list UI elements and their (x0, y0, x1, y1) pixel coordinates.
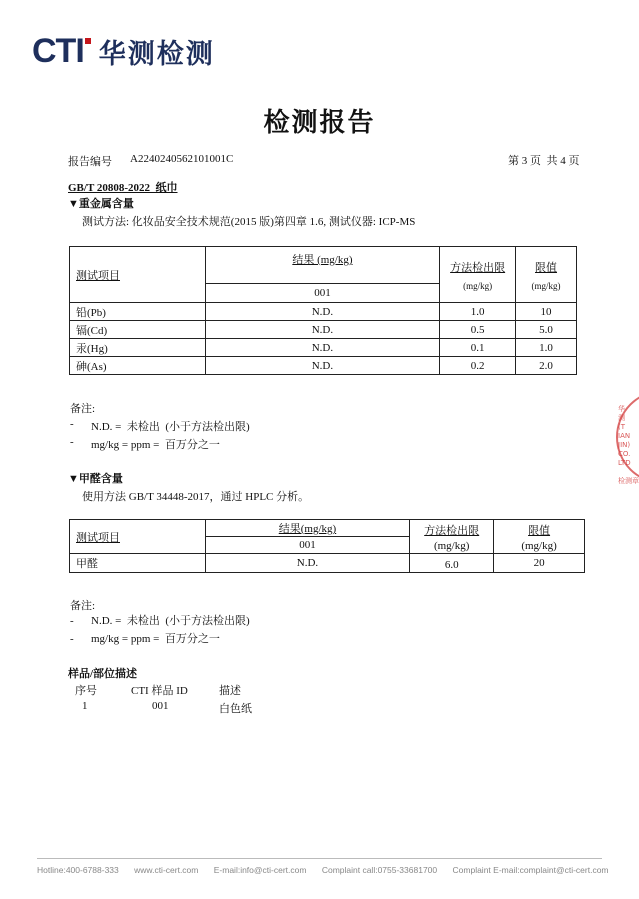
heavy-metal-table (69, 246, 577, 375)
header-mdl-label: 方法检出限 (450, 261, 506, 274)
header-limit-label: 限值 (535, 261, 558, 274)
report-number-label: 报告编号 (68, 156, 112, 168)
row-item: 砷(As) (70, 357, 206, 375)
row-mdl: 1.0 (440, 303, 516, 321)
row-limit: 1.0 (516, 339, 577, 357)
notes-label: 备注: (70, 403, 96, 415)
sample-id: 001 (152, 700, 169, 712)
row-result: N.D. (205, 303, 439, 321)
note-dash: - (70, 615, 74, 627)
formaldehyde-table (69, 519, 585, 573)
heavy-metal-heading-text: ▼重金属含量 (68, 198, 134, 210)
header-limit-unit: (mg/kg) (531, 280, 561, 291)
report-number: A2240240562101001C (130, 153, 234, 165)
heavy-metal-heading (68, 195, 134, 211)
logo-red-dot (85, 38, 91, 44)
footer-website[interactable]: www.cti-cert.com (134, 865, 199, 875)
col-header-description: 描述 (219, 685, 241, 697)
row-result: N.D. (205, 554, 410, 573)
header-mdl-label: 方法检出限 (424, 524, 480, 537)
page-title: 检测报告 (263, 108, 376, 138)
header-mdl-unit: (mg/kg) (433, 539, 470, 552)
table-row (70, 339, 577, 357)
logo-brand: CTI (32, 32, 84, 70)
sample-description: 白色纸 (219, 703, 252, 715)
footer-email[interactable]: E-mail:info@cti-cert.com (213, 865, 307, 875)
note-text: N.D. = 未检出 (小于方法检出限) (91, 421, 250, 433)
header-mdl (440, 247, 516, 303)
footer-divider (37, 858, 602, 859)
row-result: N.D. (205, 339, 439, 357)
row-result: N.D. (205, 357, 439, 375)
note-dash: - (70, 633, 74, 645)
footer-complaint-call: Complaint call:0755-33681700 (321, 865, 438, 875)
table-row (70, 321, 577, 339)
header-mdl (410, 520, 494, 554)
page-info: 第 3 页 共 4 页 (508, 155, 580, 167)
header-limit-label: 限值 (528, 524, 551, 537)
row-result: N.D. (205, 321, 439, 339)
notes-label: 备注: (70, 600, 96, 612)
header-result: 结果(mg/kg) (205, 520, 410, 537)
heavy-metal-method: 测试方法: 化妆品安全技术规范(2015 版)第四章 1.6, 测试仪器: ICP-MS (82, 216, 416, 228)
company-logo (32, 34, 215, 68)
row-item: 镉(Cd) (70, 321, 206, 339)
footer (37, 865, 607, 875)
col-header-no: 序号 (75, 685, 97, 697)
row-limit: 10 (516, 303, 577, 321)
header-limit (516, 247, 577, 303)
row-mdl: 0.1 (440, 339, 516, 357)
row-item: 甲醛 (70, 554, 206, 573)
formaldehyde-method: 使用方法 GB/T 34448-2017，通过 HPLC 分析。 (82, 491, 310, 503)
row-limit: 5.0 (516, 321, 577, 339)
row-mdl: 0.5 (440, 321, 516, 339)
formaldehyde-heading: ▼甲醛含量 (68, 473, 123, 485)
col-header-sample-id: CTI 样品 ID (131, 685, 188, 697)
seal-text: 华 测 (T IAN JIN) CO. LTD 检测章 (618, 405, 639, 485)
row-limit: 2.0 (516, 357, 577, 375)
note-dash: - (70, 436, 74, 448)
header-mdl-unit: (mg/kg) (463, 280, 493, 291)
row-mdl: 0.2 (440, 357, 516, 375)
table-row (70, 554, 585, 573)
note-dash: - (70, 418, 74, 430)
logo-chinese-name: 华测检测 (98, 38, 215, 70)
note-text: N.D. = 未检出 (小于方法检出限) (91, 615, 250, 627)
header-sample-id: 001 (205, 537, 410, 554)
header-test-item: 测试项目 (70, 247, 206, 303)
standard-title: GB/T 20808-2022 纸巾 (68, 182, 178, 194)
header-sample-id: 001 (205, 284, 439, 303)
note-text: mg/kg = ppm = 百万分之一 (91, 633, 220, 645)
sample-no: 1 (82, 700, 88, 712)
note-text: mg/kg = ppm = 百万分之一 (91, 439, 220, 451)
header-test-item: 测试项目 (70, 520, 206, 554)
header-result: 结果 (mg/kg) (205, 247, 439, 284)
table-row (70, 303, 577, 321)
table-row (70, 357, 577, 375)
row-item: 汞(Hg) (70, 339, 206, 357)
row-mdl: 6.0 (410, 554, 494, 573)
footer-hotline: Hotline:400-6788-333 (37, 865, 119, 875)
header-limit (494, 520, 585, 554)
row-limit: 20 (494, 554, 585, 573)
header-limit-unit: (mg/kg) (521, 539, 557, 552)
footer-complaint-email[interactable]: Complaint E-mail:complaint@cti-cert.com (452, 865, 609, 875)
row-item: 铅(Pb) (70, 303, 206, 321)
sample-desc-heading: 样品/部位描述 (68, 668, 138, 680)
